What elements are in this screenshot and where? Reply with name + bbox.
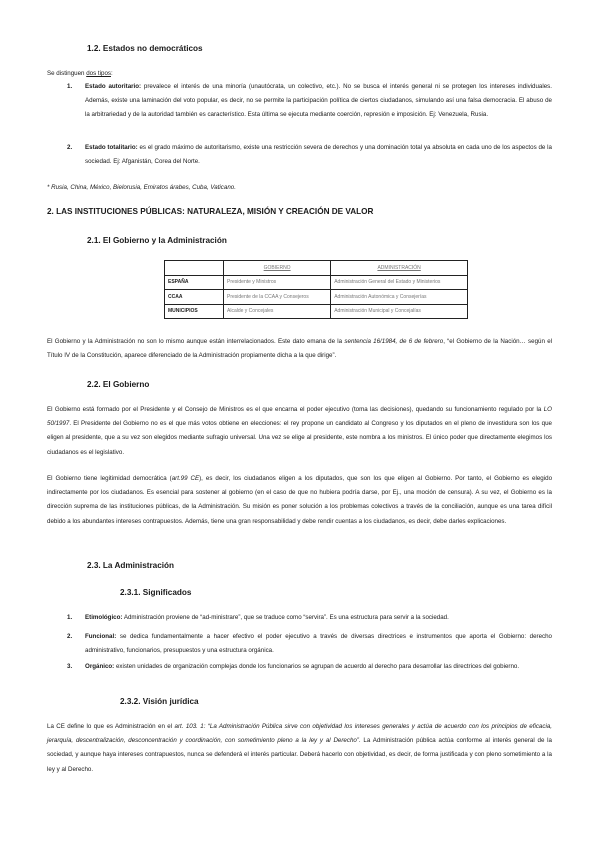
- table-cell: MUNICIPIOS: [165, 304, 224, 319]
- paragraph-government-2: El Gobierno tiene legitimidad democrática (art.99 CE), es decir, los ciudadanos eligen a los diputados, que son los que eligen al Gobierno. Por tanto, el Gobierno es elegido indirectamente por los ciudadanos. Es esencial para sostener al gobierno (en el caso de que no hubiera podría darse, por Ej., una moción de censura). A su vez, el Gobierno es la dirección suprema de las instituciones públicas, de la Administración. Su misión es poner solución a los problemas colectivos a través de la conciliación, aunque es una tarea difícil debido a los abundantes intereses contrapuestos. Además, tiene una gran responsabilidad y debe rendir cuentas a los ciudadanos, es decir, debe darles explicaciones.: [47, 475, 553, 525]
- table-header-cell: ADMINISTRACIÓN: [331, 261, 468, 276]
- list-item-organic: Orgánico: existen unidades de organización complejas donde los funcionarios se agrupan de acuerdo al derecho para desarrollar las directrices del gobierno.: [85, 663, 520, 670]
- list-number: 1.: [67, 614, 73, 621]
- list-item-authoritarian: Estado autoritario: prevalece el interés de una minoría (unautócrata, un colectivo, etc.). No se busca el interés general ni se protegen los intereses individuales. Además, existe una laminación del voto popular, es decir, no se permite la participación política de ciertos ciudadanos, simulando así una falsa democracia. El abuso de la arbitrariedad y de la autoridad también es característico. Esta última se ejecuta mediante coerción, represión e imposición. Ej: Venezuela, Rusia.: [85, 83, 552, 119]
- table-cell: Presidente y Ministros: [224, 275, 331, 290]
- section-2-2-heading: 2.2. El Gobierno: [87, 380, 150, 389]
- section-2-3-heading: 2.3. La Administración: [87, 561, 175, 570]
- table-cell: Administración Municipal y Concejalías: [331, 304, 468, 319]
- government-administration-table: [164, 260, 468, 319]
- table-row: [165, 275, 468, 290]
- paragraph-legal-view: La CE define lo que es Administración en el art. 103. 1: “La Administración Pública sirve con objetividad los intereses generales y actúa de acuerdo con los principios de eficacia, jerarquía, descentralización, desconcentración y coordinación, con sometimiento pleno a la ley y al Derecho”. La Administración pública actúa conforme al interés general de la sociedad, y aunque haya intereses contrapuestos, nunca se defenderá el interés particular. Deberá hacerlo con objetividad, es decir, de forma justificada y con pleno sometimiento a la ley y al Derecho.: [47, 723, 552, 773]
- table-row: [165, 290, 468, 305]
- section-2-heading: 2. LAS INSTITUCIONES PÚBLICAS: NATURALEZA, MISIÓN Y CREACIÓN DE VALOR: [47, 207, 374, 216]
- types-intro: Se distinguen dos tipos:: [47, 70, 113, 77]
- list-item-functional: Funcional: se dedica fundamentalmente a hacer efectivo el poder ejecutivo a través de diversas directrices e instrumentos que aporta el Gobierno: derecho administrativo, funcionarios, presupuestos y una estructura orgánica.: [85, 633, 552, 655]
- list-number: 3.: [67, 663, 73, 670]
- list-item-etymological: Etimológico: Administración proviene de “ad-ministrare”, que se traduce como “servira”. Es una estructura para servir a la sociedad.: [85, 614, 449, 621]
- section-2-3-1-heading: 2.3.1. Significados: [120, 588, 192, 597]
- paragraph-gov-admin: El Gobierno y la Administración no son lo mismo aunque están interrelacionados. Este dato emana de la sentencia 16/1984, de 6 de febrero, “el Gobierno de la Nación… según el Título IV de la Constitución, aparece diferenciado de la Administración propiamente dicha a la que dirige”.: [47, 338, 553, 360]
- table-cell: Administración General del Estado y Ministerios: [331, 275, 468, 290]
- table-cell: Alcalde y Concejales: [224, 304, 331, 319]
- table-cell: ESPAÑA: [165, 275, 224, 290]
- footnote: * Rusia, China, México, Bielorusia, Emiratos árabes, Cuba, Vaticano.: [47, 184, 236, 191]
- table-header-cell: GOBIERNO: [224, 261, 331, 276]
- list-number: 1.: [67, 83, 73, 90]
- table-row: [165, 304, 468, 319]
- section-2-1-heading: 2.1. El Gobierno y la Administración: [87, 236, 227, 245]
- types-link-text: dos tipos: [86, 70, 111, 77]
- list-item-totalitarian: Estado totalitario: es el grado máximo de autoritarismo, existe una restricción severa de derechos y una dominación total ya absoluta en cada uno de los aspectos de la sociedad. Ej: Afganistán, Corea del Norte.: [85, 144, 552, 166]
- table-cell: Presidente de la CCAA y Consejeros: [224, 290, 331, 305]
- list-number: 2.: [67, 144, 73, 151]
- section-1-2-heading: 1.2. Estados no democráticos: [87, 44, 203, 53]
- paragraph-government-1: El Gobierno está formado por el Presidente y el Consejo de Ministros es el que encarna el poder ejecutivo (toma las decisiones), quedando su funcionamiento regulado por la LO 50/1997. El Presidente del Gobierno no es el que más votos obtiene en elecciones: el rey propone un candidato al Congreso y los diputados en el pleno de investidura son los que eligen al presidente, que a su vez son elegidos mediante sufragio universal. Una vez se elige al presidente, este nombra a los ministros. El único poder que directamente elegimos los ciudadanos es el legislativo.: [47, 406, 552, 456]
- section-2-3-2-heading: 2.3.2. Visión jurídica: [120, 697, 199, 706]
- table-cell: Administración Autonómica y Consejerías: [331, 290, 468, 305]
- table-header-row: [165, 261, 468, 276]
- table-cell: CCAA: [165, 290, 224, 305]
- table-header-cell: [165, 261, 224, 276]
- list-number: 2.: [67, 633, 73, 640]
